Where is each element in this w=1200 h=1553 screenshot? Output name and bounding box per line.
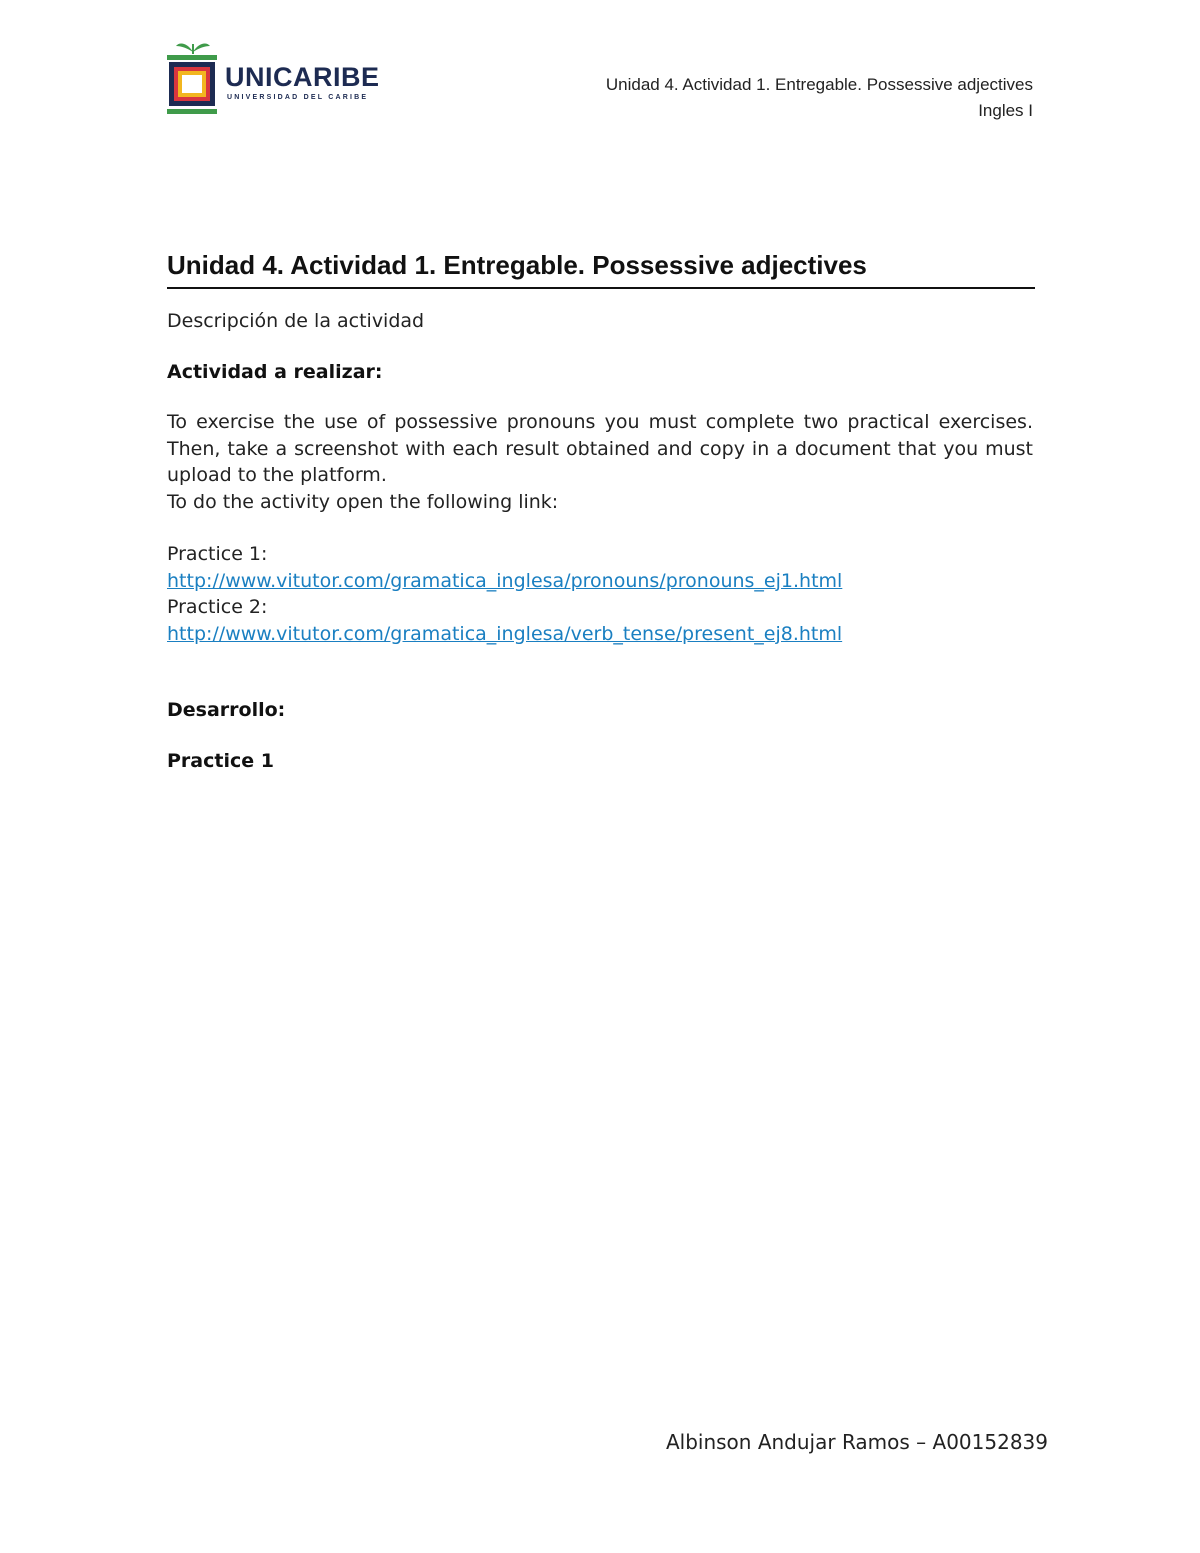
page-header	[606, 72, 1033, 124]
practice-1-link[interactable]: http://www.vitutor.com/gramatica_inglesa/pronouns/pronouns_ej1.html	[167, 569, 843, 592]
instructions-paragraph: To exercise the use of possessive pronouns you must complete two practical exercises. Then, take a screenshot with each result obtained and copy in a document that you must upload to the platform.	[167, 411, 1033, 486]
activity-label: Actividad a realizar:	[167, 360, 383, 383]
header-doc-ref: Unidad 4. Actividad 1. Entregable. Possessive adjectives	[605, 75, 1033, 94]
university-logo	[165, 38, 380, 118]
practice-2-label: Practice 2:	[167, 596, 268, 618]
logo-subtitle: UNIVERSIDAD DEL CARIBE	[227, 94, 369, 101]
spacer	[167, 515, 1033, 541]
practice-1-heading: Practice 1	[167, 749, 274, 772]
footer-author: Albinson Andujar Ramos – A00152839	[665, 1430, 1048, 1454]
unicaribe-emblem-icon	[165, 38, 221, 118]
link-intro: To do the activity open the following link:	[167, 490, 559, 513]
document-body	[167, 308, 1033, 774]
description-label: Descripción de la actividad	[167, 310, 425, 332]
development-label: Desarrollo:	[167, 699, 286, 721]
document-title: Unidad 4. Actividad 1. Entregable. Possessive adjectives	[167, 250, 1035, 289]
header-course: Ingles I	[978, 101, 1033, 120]
practice-1-label: Practice 1:	[167, 543, 268, 565]
logo-wordmark: UNICARIBE	[225, 62, 380, 92]
practice-2-link[interactable]: http://www.vitutor.com/gramatica_inglesa/verb_tense/present_ej8.html	[167, 622, 843, 645]
